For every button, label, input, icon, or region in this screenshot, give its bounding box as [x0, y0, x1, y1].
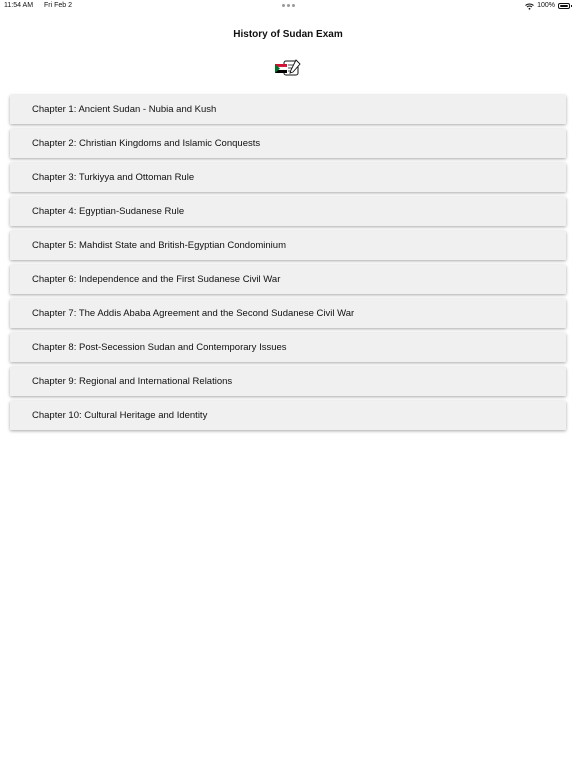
chapter-item-9[interactable]: Chapter 9: Regional and International Relations — [10, 367, 566, 396]
page-title: History of Sudan Exam — [233, 29, 343, 40]
battery-icon — [558, 3, 570, 9]
chapter-item-6[interactable]: Chapter 6: Independence and the First Sudanese Civil War — [10, 265, 566, 294]
sudan-flag-scroll-icon — [274, 58, 302, 78]
status-left — [4, 0, 81, 12]
chapter-item-3[interactable]: Chapter 3: Turkiyya and Ottoman Rule — [10, 163, 566, 192]
chapter-item-4[interactable]: Chapter 4: Egyptian-Sudanese Rule — [10, 197, 566, 226]
wifi-icon — [525, 3, 534, 10]
chapter-list — [10, 95, 566, 435]
status-date: Fri Feb 2 — [44, 2, 73, 9]
chapter-item-8[interactable]: Chapter 8: Post-Secession Sudan and Contemporary Issues — [10, 333, 566, 362]
status-right — [525, 0, 570, 12]
chapter-item-1[interactable]: Chapter 1: Ancient Sudan - Nubia and Kush — [10, 95, 566, 124]
status-time: 11:54 AM — [4, 2, 34, 9]
status-bar — [0, 0, 576, 12]
chapter-item-2[interactable]: Chapter 2: Christian Kingdoms and Islamic Conquests — [10, 129, 566, 158]
multitasking-dots-icon[interactable] — [282, 4, 295, 7]
chapter-item-7[interactable]: Chapter 7: The Addis Ababa Agreement and the Second Sudanese Civil War — [10, 299, 566, 328]
chapter-item-5[interactable]: Chapter 5: Mahdist State and British-Egyptian Condominium — [10, 231, 566, 260]
battery-percent: 100% — [537, 2, 555, 9]
chapter-item-10[interactable]: Chapter 10: Cultural Heritage and Identity — [10, 401, 566, 430]
